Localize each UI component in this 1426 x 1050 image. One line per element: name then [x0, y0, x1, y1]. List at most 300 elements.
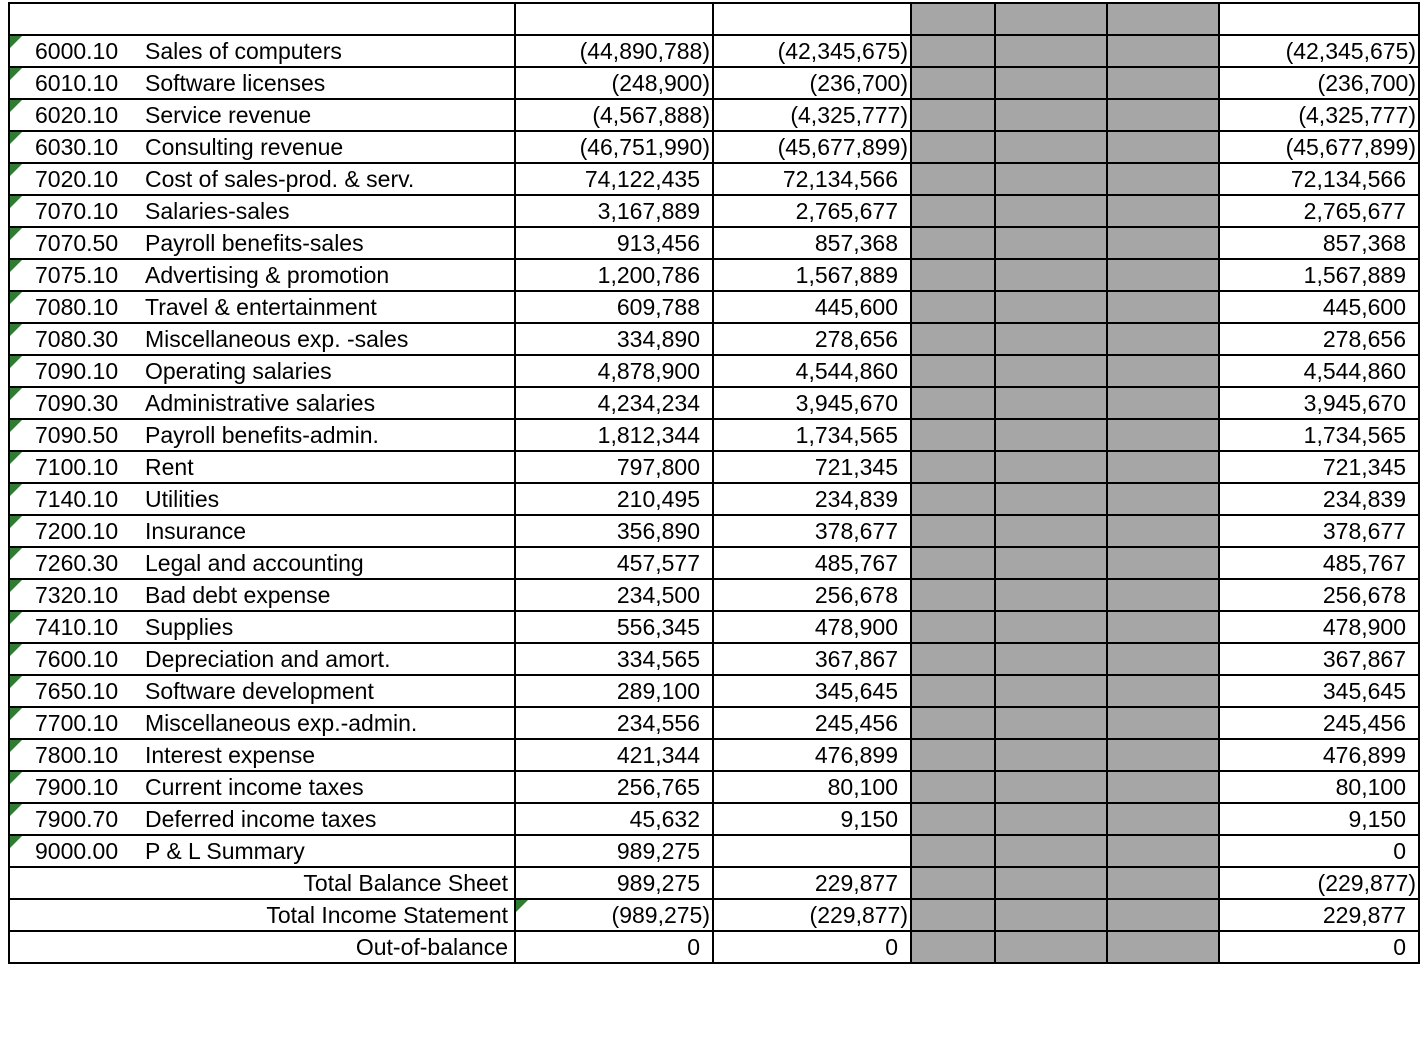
shaded-cell[interactable]	[1107, 99, 1219, 131]
amount-cell-col1[interactable]: (44,890,788)	[515, 35, 713, 67]
header-cell-shaded[interactable]	[911, 3, 995, 35]
account-description-cell[interactable]: Advertising & promotion	[141, 259, 515, 291]
account-row	[9, 35, 1419, 67]
header-cell[interactable]	[1219, 3, 1419, 35]
error-indicator-icon	[10, 644, 22, 656]
amount-cell-col6[interactable]: 80,100	[1219, 771, 1419, 803]
account-description-cell[interactable]: Payroll benefits-sales	[141, 227, 515, 259]
shaded-cell[interactable]	[1107, 387, 1219, 419]
shaded-cell[interactable]	[995, 483, 1107, 515]
amount-cell-col2[interactable]: 478,900	[713, 611, 911, 643]
account-code-cell[interactable]	[9, 291, 141, 323]
account-description-cell[interactable]: Service revenue	[141, 99, 515, 131]
amount-cell-col2[interactable]: 2,765,677	[713, 195, 911, 227]
error-indicator-icon	[10, 68, 22, 80]
amount-cell-col2[interactable]: 278,656	[713, 323, 911, 355]
total-amount-col6[interactable]: 229,877	[1219, 899, 1419, 931]
account-code-cell[interactable]	[9, 195, 141, 227]
shaded-cell[interactable]	[995, 643, 1107, 675]
amount-cell-col2[interactable]: 234,839	[713, 483, 911, 515]
account-code: 7700.10	[35, 710, 119, 736]
amount-cell-col6[interactable]: 2,765,677	[1219, 195, 1419, 227]
amount-cell-col2[interactable]: (4,325,777)	[713, 99, 911, 131]
amount-cell-col1[interactable]: 356,890	[515, 515, 713, 547]
account-row	[9, 323, 1419, 355]
account-code-cell[interactable]	[9, 675, 141, 707]
shaded-cell[interactable]	[911, 835, 995, 867]
amount-cell-col6[interactable]: 278,656	[1219, 323, 1419, 355]
shaded-cell[interactable]	[911, 67, 995, 99]
error-indicator-icon	[10, 164, 22, 176]
amount-cell-col2[interactable]	[713, 835, 911, 867]
error-indicator-icon	[10, 324, 22, 336]
account-code-cell[interactable]	[9, 259, 141, 291]
account-row	[9, 67, 1419, 99]
amount-cell-col1[interactable]: 609,788	[515, 291, 713, 323]
account-code: 7080.10	[35, 294, 119, 320]
account-row	[9, 227, 1419, 259]
account-code-cell[interactable]	[9, 707, 141, 739]
amount-cell-col1[interactable]: 457,577	[515, 547, 713, 579]
account-code-cell[interactable]	[9, 739, 141, 771]
account-code: 7080.30	[35, 326, 119, 352]
account-code-cell[interactable]	[9, 67, 141, 99]
account-code-cell[interactable]	[9, 323, 141, 355]
shaded-cell[interactable]	[995, 131, 1107, 163]
total-row	[9, 931, 1419, 963]
account-description-cell[interactable]: Travel & entertainment	[141, 291, 515, 323]
account-row	[9, 131, 1419, 163]
spreadsheet	[8, 2, 1420, 964]
account-code: 7090.10	[35, 358, 119, 384]
total-label: Total Income Statement	[266, 902, 508, 928]
shaded-cell[interactable]	[911, 419, 995, 451]
amount-cell-col2[interactable]: 1,734,565	[713, 419, 911, 451]
shaded-cell[interactable]	[911, 899, 995, 931]
amount-cell-col1[interactable]: 4,878,900	[515, 355, 713, 387]
amount-cell-col6[interactable]: 72,134,566	[1219, 163, 1419, 195]
account-description-cell[interactable]: Supplies	[141, 611, 515, 643]
shaded-cell[interactable]	[995, 35, 1107, 67]
account-code-cell[interactable]	[9, 163, 141, 195]
amount-cell-col6[interactable]: 857,368	[1219, 227, 1419, 259]
amount-cell-col2[interactable]: 1,567,889	[713, 259, 911, 291]
error-indicator-icon	[10, 196, 22, 208]
amount-cell-col2[interactable]: 476,899	[713, 739, 911, 771]
error-indicator-icon	[10, 132, 22, 144]
amount-cell-col6[interactable]: (45,677,899)	[1219, 131, 1419, 163]
shaded-cell[interactable]	[911, 163, 995, 195]
error-indicator-icon	[10, 708, 22, 720]
amount-cell-col1[interactable]: 913,456	[515, 227, 713, 259]
amount-cell-col2[interactable]: 367,867	[713, 643, 911, 675]
account-description-cell[interactable]: Interest expense	[141, 739, 515, 771]
account-row	[9, 547, 1419, 579]
account-description-cell[interactable]: Cost of sales-prod. & serv.	[141, 163, 515, 195]
amount-cell-col2[interactable]: 721,345	[713, 451, 911, 483]
shaded-cell[interactable]	[911, 707, 995, 739]
account-description-cell[interactable]: Sales of computers	[141, 35, 515, 67]
shaded-cell[interactable]	[1107, 579, 1219, 611]
shaded-cell[interactable]	[1107, 195, 1219, 227]
shaded-cell[interactable]	[911, 131, 995, 163]
amount-cell-col1[interactable]: 289,100	[515, 675, 713, 707]
shaded-cell[interactable]	[911, 579, 995, 611]
account-description-cell[interactable]: Software licenses	[141, 67, 515, 99]
account-code-cell[interactable]	[9, 643, 141, 675]
amount-cell-col1[interactable]: 3,167,889	[515, 195, 713, 227]
shaded-cell[interactable]	[995, 419, 1107, 451]
account-row	[9, 355, 1419, 387]
account-code-cell[interactable]	[9, 803, 141, 835]
shaded-cell[interactable]	[1107, 611, 1219, 643]
amount-cell-col2[interactable]: 3,945,670	[713, 387, 911, 419]
account-row	[9, 387, 1419, 419]
amount-cell-col6[interactable]: 4,544,860	[1219, 355, 1419, 387]
amount-cell-col6[interactable]: 1,567,889	[1219, 259, 1419, 291]
header-cell[interactable]	[713, 3, 911, 35]
error-indicator-icon	[10, 228, 22, 240]
error-indicator-icon	[10, 676, 22, 688]
amount-cell-col6[interactable]: 345,645	[1219, 675, 1419, 707]
shaded-cell[interactable]	[995, 195, 1107, 227]
total-row	[9, 867, 1419, 899]
shaded-cell[interactable]	[995, 227, 1107, 259]
amount-cell-col2[interactable]: 485,767	[713, 547, 911, 579]
account-row	[9, 515, 1419, 547]
amount-cell-col1[interactable]: 256,765	[515, 771, 713, 803]
shaded-cell[interactable]	[995, 547, 1107, 579]
account-row	[9, 291, 1419, 323]
account-code-cell[interactable]	[9, 35, 141, 67]
amount-cell-col6[interactable]: 367,867	[1219, 643, 1419, 675]
shaded-cell[interactable]	[1107, 131, 1219, 163]
account-description-cell[interactable]: Administrative salaries	[141, 387, 515, 419]
shaded-cell[interactable]	[911, 611, 995, 643]
amount-cell-col6[interactable]: 234,839	[1219, 483, 1419, 515]
amount-cell-col6[interactable]: 721,345	[1219, 451, 1419, 483]
account-description-cell[interactable]: Rent	[141, 451, 515, 483]
shaded-cell[interactable]	[1107, 355, 1219, 387]
shaded-cell[interactable]	[1107, 803, 1219, 835]
shaded-cell[interactable]	[995, 707, 1107, 739]
account-description-cell[interactable]: Insurance	[141, 515, 515, 547]
shaded-cell[interactable]	[1107, 675, 1219, 707]
amount-cell-col6[interactable]: 245,456	[1219, 707, 1419, 739]
account-description-cell[interactable]: Bad debt expense	[141, 579, 515, 611]
account-description-cell[interactable]: Operating salaries	[141, 355, 515, 387]
shaded-cell[interactable]	[911, 739, 995, 771]
error-indicator-icon	[10, 420, 22, 432]
shaded-cell[interactable]	[995, 739, 1107, 771]
account-row	[9, 771, 1419, 803]
shaded-cell[interactable]	[995, 579, 1107, 611]
amount-cell-col1[interactable]: 234,556	[515, 707, 713, 739]
amount-cell-col6[interactable]: 445,600	[1219, 291, 1419, 323]
amount-cell-col2[interactable]: 345,645	[713, 675, 911, 707]
error-indicator-icon	[10, 772, 22, 784]
shaded-cell[interactable]	[911, 259, 995, 291]
amount-cell-col2[interactable]: (45,677,899)	[713, 131, 911, 163]
shaded-cell[interactable]	[995, 867, 1107, 899]
account-description-cell[interactable]: Deferred income taxes	[141, 803, 515, 835]
error-indicator-icon	[10, 804, 22, 816]
amount-cell-col6[interactable]: (4,325,777)	[1219, 99, 1419, 131]
account-description-cell[interactable]: Current income taxes	[141, 771, 515, 803]
shaded-cell[interactable]	[995, 771, 1107, 803]
shaded-cell[interactable]	[911, 291, 995, 323]
shaded-cell[interactable]	[1107, 867, 1219, 899]
account-description-cell[interactable]: P & L Summary	[141, 835, 515, 867]
shaded-cell[interactable]	[911, 195, 995, 227]
account-description-cell[interactable]: Consulting revenue	[141, 131, 515, 163]
shaded-cell[interactable]	[995, 803, 1107, 835]
account-code: 7090.30	[35, 390, 119, 416]
amount-cell-col6[interactable]: 1,734,565	[1219, 419, 1419, 451]
error-indicator-icon	[10, 740, 22, 752]
account-description-cell[interactable]: Utilities	[141, 483, 515, 515]
shaded-cell[interactable]	[1107, 899, 1219, 931]
amount-cell-col6[interactable]: 0	[1219, 835, 1419, 867]
amount-cell-col6[interactable]: 3,945,670	[1219, 387, 1419, 419]
amount-cell-col1[interactable]: 1,200,786	[515, 259, 713, 291]
account-row	[9, 195, 1419, 227]
shaded-cell[interactable]	[995, 451, 1107, 483]
shaded-cell[interactable]	[995, 515, 1107, 547]
shaded-cell[interactable]	[911, 451, 995, 483]
amount-cell-col2[interactable]: 245,456	[713, 707, 911, 739]
shaded-cell[interactable]	[1107, 323, 1219, 355]
amount-cell-col6[interactable]: 478,900	[1219, 611, 1419, 643]
account-code-cell[interactable]	[9, 227, 141, 259]
account-code: 7900.70	[35, 806, 119, 832]
account-code-cell[interactable]	[9, 547, 141, 579]
shaded-cell[interactable]	[1107, 291, 1219, 323]
shaded-cell[interactable]	[995, 355, 1107, 387]
account-code-cell[interactable]	[9, 387, 141, 419]
amount-cell-col6[interactable]: 485,767	[1219, 547, 1419, 579]
account-row	[9, 163, 1419, 195]
account-description-cell[interactable]: Depreciation and amort.	[141, 643, 515, 675]
shaded-cell[interactable]	[1107, 739, 1219, 771]
shaded-cell[interactable]	[911, 35, 995, 67]
shaded-cell[interactable]	[911, 483, 995, 515]
amount-cell-col2[interactable]: 4,544,860	[713, 355, 911, 387]
amount-cell-col2[interactable]: 857,368	[713, 227, 911, 259]
account-code-cell[interactable]	[9, 835, 141, 867]
account-row	[9, 803, 1419, 835]
shaded-cell[interactable]	[1107, 707, 1219, 739]
amount-cell-col2[interactable]: 80,100	[713, 771, 911, 803]
account-code: 7200.10	[35, 518, 119, 544]
account-code-cell[interactable]	[9, 515, 141, 547]
amount-cell-col2[interactable]: (236,700)	[713, 67, 911, 99]
shaded-cell[interactable]	[1107, 515, 1219, 547]
error-indicator-icon	[10, 356, 22, 368]
amount-cell-col1[interactable]: 210,495	[515, 483, 713, 515]
shaded-cell[interactable]	[911, 227, 995, 259]
account-row	[9, 675, 1419, 707]
account-code: 7320.10	[35, 582, 119, 608]
total-amount-col1[interactable]: 0	[515, 931, 713, 963]
shaded-cell[interactable]	[995, 323, 1107, 355]
total-amount-col1[interactable]: (989,275)	[515, 899, 713, 931]
amount-cell-col2[interactable]: 256,678	[713, 579, 911, 611]
amount-cell-col1[interactable]: 4,234,234	[515, 387, 713, 419]
total-amount-col2[interactable]: 229,877	[713, 867, 911, 899]
shaded-cell[interactable]	[995, 67, 1107, 99]
account-code: 7600.10	[35, 646, 119, 672]
shaded-cell[interactable]	[911, 675, 995, 707]
shaded-cell[interactable]	[911, 867, 995, 899]
amount-cell-col1[interactable]: 334,565	[515, 643, 713, 675]
account-row	[9, 419, 1419, 451]
amount-cell-col6[interactable]: 378,677	[1219, 515, 1419, 547]
amount-cell-col1[interactable]: 234,500	[515, 579, 713, 611]
account-code: 7410.10	[35, 614, 119, 640]
shaded-cell[interactable]	[911, 355, 995, 387]
shaded-cell[interactable]	[995, 99, 1107, 131]
account-row	[9, 99, 1419, 131]
account-description-cell[interactable]: Miscellaneous exp.-admin.	[141, 707, 515, 739]
amount-cell-col1[interactable]: 797,800	[515, 451, 713, 483]
shaded-cell[interactable]	[911, 931, 995, 963]
shaded-cell[interactable]	[995, 387, 1107, 419]
error-indicator-icon	[10, 100, 22, 112]
shaded-cell[interactable]	[995, 291, 1107, 323]
account-code-cell[interactable]	[9, 483, 141, 515]
shaded-cell[interactable]	[995, 899, 1107, 931]
amount-cell-col1[interactable]: 74,122,435	[515, 163, 713, 195]
account-description-cell[interactable]: Payroll benefits-admin.	[141, 419, 515, 451]
account-code-cell[interactable]	[9, 771, 141, 803]
amount-cell-col1[interactable]: (46,751,990)	[515, 131, 713, 163]
amount-cell-col6[interactable]: (236,700)	[1219, 67, 1419, 99]
account-code: 9000.00	[35, 838, 119, 864]
shaded-cell[interactable]	[1107, 35, 1219, 67]
header-row	[9, 3, 1419, 35]
account-code-cell[interactable]	[9, 355, 141, 387]
shaded-cell[interactable]	[995, 835, 1107, 867]
amount-cell-col1[interactable]: 989,275	[515, 835, 713, 867]
shaded-cell[interactable]	[1107, 931, 1219, 963]
total-amount-col2[interactable]: 0	[713, 931, 911, 963]
amount-cell-col2[interactable]: 378,677	[713, 515, 911, 547]
total-label: Total Balance Sheet	[303, 870, 508, 896]
amount-cell-col2[interactable]: (42,345,675)	[713, 35, 911, 67]
account-description-cell[interactable]: Miscellaneous exp. -sales	[141, 323, 515, 355]
shaded-cell[interactable]	[1107, 451, 1219, 483]
account-description-cell[interactable]: Salaries-sales	[141, 195, 515, 227]
shaded-cell[interactable]	[1107, 227, 1219, 259]
shaded-cell[interactable]	[1107, 163, 1219, 195]
account-description-cell[interactable]: Legal and accounting	[141, 547, 515, 579]
account-code: 6030.10	[35, 134, 119, 160]
error-indicator-icon	[516, 900, 528, 912]
amount-cell-col6[interactable]: 256,678	[1219, 579, 1419, 611]
account-code-cell[interactable]	[9, 99, 141, 131]
total-amount-col1[interactable]: 989,275	[515, 867, 713, 899]
amount-cell-col1[interactable]: 334,890	[515, 323, 713, 355]
amount-cell-col1[interactable]: (248,900)	[515, 67, 713, 99]
account-code-cell[interactable]	[9, 611, 141, 643]
header-cell-shaded[interactable]	[995, 3, 1107, 35]
account-row	[9, 739, 1419, 771]
shaded-cell[interactable]	[1107, 771, 1219, 803]
total-label-cell[interactable]	[9, 867, 515, 899]
amount-cell-col1[interactable]: 45,632	[515, 803, 713, 835]
amount-cell-col6[interactable]: (42,345,675)	[1219, 35, 1419, 67]
header-cell[interactable]	[515, 3, 713, 35]
trial-balance-grid	[8, 2, 1420, 964]
shaded-cell[interactable]	[911, 803, 995, 835]
shaded-cell[interactable]	[1107, 643, 1219, 675]
amount-cell-col1[interactable]: 556,345	[515, 611, 713, 643]
shaded-cell[interactable]	[1107, 259, 1219, 291]
account-code: 7075.10	[35, 262, 119, 288]
amount-cell-col6[interactable]: 9,150	[1219, 803, 1419, 835]
amount-cell-col6[interactable]: 476,899	[1219, 739, 1419, 771]
account-code: 6010.10	[35, 70, 119, 96]
shaded-cell[interactable]	[911, 387, 995, 419]
account-description-cell[interactable]: Software development	[141, 675, 515, 707]
error-indicator-icon	[10, 388, 22, 400]
error-indicator-icon	[10, 484, 22, 496]
shaded-cell[interactable]	[911, 515, 995, 547]
account-code-cell[interactable]	[9, 419, 141, 451]
shaded-cell[interactable]	[911, 643, 995, 675]
shaded-cell[interactable]	[911, 99, 995, 131]
shaded-cell[interactable]	[1107, 835, 1219, 867]
amount-cell-col2[interactable]: 9,150	[713, 803, 911, 835]
shaded-cell[interactable]	[1107, 419, 1219, 451]
total-label-cell[interactable]	[9, 899, 515, 931]
shaded-cell[interactable]	[1107, 67, 1219, 99]
amount-cell-col1[interactable]: 421,344	[515, 739, 713, 771]
amount-cell-col1[interactable]: (4,567,888)	[515, 99, 713, 131]
total-amount-col6[interactable]: (229,877)	[1219, 867, 1419, 899]
amount-cell-col1[interactable]: 1,812,344	[515, 419, 713, 451]
shaded-cell[interactable]	[911, 547, 995, 579]
total-amount-col6[interactable]: 0	[1219, 931, 1419, 963]
shaded-cell[interactable]	[995, 163, 1107, 195]
header-cell[interactable]	[9, 3, 515, 35]
total-label-cell[interactable]	[9, 931, 515, 963]
account-code-cell[interactable]	[9, 131, 141, 163]
account-row	[9, 835, 1419, 867]
amount-cell-col2[interactable]: 72,134,566	[713, 163, 911, 195]
account-code: 7260.30	[35, 550, 119, 576]
total-amount-col2[interactable]: (229,877)	[713, 899, 911, 931]
account-code: 6000.10	[35, 38, 119, 64]
shaded-cell[interactable]	[995, 931, 1107, 963]
shaded-cell[interactable]	[911, 771, 995, 803]
amount-cell-col2[interactable]: 445,600	[713, 291, 911, 323]
shaded-cell[interactable]	[911, 323, 995, 355]
error-indicator-icon	[10, 292, 22, 304]
account-code-cell[interactable]	[9, 579, 141, 611]
account-row	[9, 579, 1419, 611]
account-code-cell[interactable]	[9, 451, 141, 483]
shaded-cell[interactable]	[1107, 547, 1219, 579]
shaded-cell[interactable]	[995, 675, 1107, 707]
account-code: 7900.10	[35, 774, 119, 800]
shaded-cell[interactable]	[995, 259, 1107, 291]
shaded-cell[interactable]	[995, 611, 1107, 643]
shaded-cell[interactable]	[1107, 483, 1219, 515]
header-cell-shaded[interactable]	[1107, 3, 1219, 35]
error-indicator-icon	[10, 612, 22, 624]
